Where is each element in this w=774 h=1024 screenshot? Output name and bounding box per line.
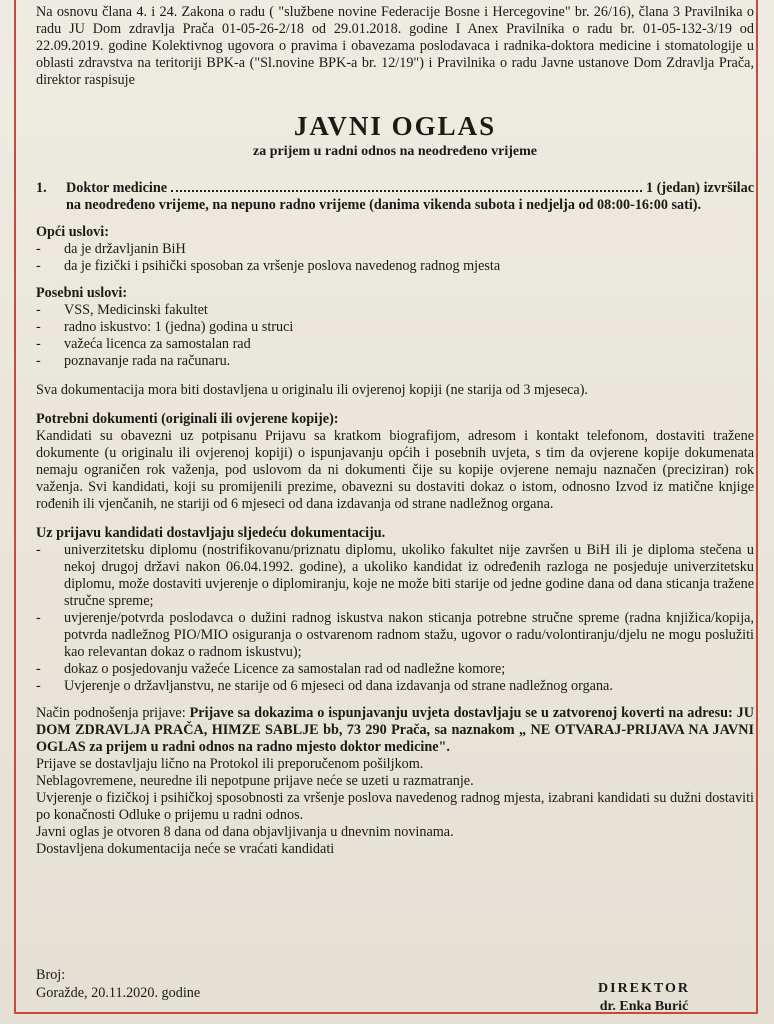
special-list — [36, 302, 754, 370]
dot-leader — [171, 190, 642, 192]
general-list — [36, 241, 754, 275]
list-item: - Uvjerenje o državljanstvu, ne starije od 6 mjeseci od dana izdavanja od strane nadležnog organa. — [36, 678, 613, 694]
list-item: - uvjerenje/potvrda poslodavca o dužini radnog iskustva nakon sticanja potrebne stručne spreme (radna knjižica/kopija, potvrda nadležnog PIO/MIO osiguranja o ostvarenom radnom stažu, ugovor o radu/volontiranju/djelu ne mogu poslužiti kao relevantan dokaz o radnom iskustvu); — [36, 610, 754, 660]
note-line: Uvjerenje o fizičkoj i psihičkoj sposobnosti za vršenje poslova navedenog radnog mjesta, izabrani kandidati su dužni dostaviti po konačnosti Odluke o prijemu u radni odnos. — [36, 790, 754, 823]
note-line: Prijave se dostavljaju lično na Protokol ili preporučenom pošiljkom. — [36, 756, 424, 772]
special-heading: Posebni uslovi: — [36, 285, 128, 301]
signer-name: dr. Enka Burić — [599, 999, 689, 1014]
signature-block — [598, 980, 690, 1016]
submission-paragraph — [36, 705, 754, 756]
place-date: Goražde, 20.11.2020. godine — [36, 985, 201, 1001]
required-text: Kandidati su obavezni uz potpisanu Prijavu sa kratkom biografijom, adresom i kontakt telefonom, dostaviti tražene dokumente (u originalu ili ovjerenoj kopiji) o ispunjavanju općih i posebnih uvjeta, s tim da ovjerene kopije dokumenata nemaju ograničen rok važenja, pod uslovom da ni dokumenti čije su kopije ovjerene nemaju naznačen (preciziran) rok važenja. Svi kandidati, koji su promijenili prezime, obavezni su dostaviti dokaz o istom, odnosno Izvod iz matične knjige rođenih ili vjenčanih, ne stariji od 6 mjeseci od dana izdavanja od strane nadležnog organa. — [36, 428, 754, 512]
position-name: Doktor medicine — [66, 180, 168, 196]
position-number: 1. — [36, 180, 47, 196]
list-item: - da je državljanin BiH — [36, 241, 186, 257]
position-item — [36, 180, 754, 214]
list-item: - VSS, Medicinski fakultet — [36, 302, 208, 318]
list-item: - univerzitetsku diplomu (nostrifikovanu/priznatu diplomu, ukoliko fakultet nije završen u BiH ili je diploma stečena u nekoj drugoj državi nakon 06.04.1992. godine), a ukoliko kandidat iz određenih razloga ne posjeduje univerzitetsku diplomu, može dostaviti uvjerenje o diplomiranju, koje ne može biti starije od jedne godine dana od dana sticanja tražene stručne spreme; — [36, 542, 754, 609]
ad-title: JAVNI OGLAS — [293, 111, 497, 141]
position-detail: na neodređeno vrijeme, na nepuno radno vrijeme (danima vikenda subota i nedjelja od 08:00-16:00 sati). — [66, 197, 702, 213]
position-count: 1 (jedan) izvršilac — [646, 180, 754, 196]
intro-paragraph: Na osnovu člana 4. i 24. Zakona o radu ( "službene novine Federacije Bosne i Hercegovine" br. 26/16), člana 3 Pravilnika o radu JU Dom zdravlja Prača 01-05-26-2/18 od 29.01.2018. godine I Anex Pravilnika o radu br. 01-05-132-3/19 od 22.09.2019. godine Kolektivnog ugovora o pravima i obavezama poslodavaca i radnika-doktora medicine i stomatologije u oblasti zdravstva na teritoriji BPK-a ("Sl.novine BPK-a br. 12/19") i Pravilnika o radu Javne ustanove Dom Zdravlja Prača, direktor raspisuje — [36, 4, 754, 88]
note-line: Dostavljena dokumentacija neće se vraćati kandidati — [36, 841, 335, 857]
list-item: - radno iskustvo: 1 (jedna) godina u struci — [36, 319, 294, 335]
submission-address: Prijave sa dokazima o ispunjavanju uvjeta dostavljaju se u zatvorenoj koverti na adresu: JU DOM ZDRAVLJA PRAČA, HIMZE SABLJE bb, 73 290 Prača, sa naznakom „ NE OTVARAJ-PRIJAVA NA JAVNI OGLAS za prijem u radni odnos na radno mjesto doktor medicine". — [36, 705, 755, 755]
general-heading: Opći uslovi: — [36, 224, 109, 240]
note-line: Neblagovremene, neuredne ili nepotpune prijave neće se uzeti u razmatranje. — [36, 773, 474, 789]
list-item: - važeća licenca za samostalan rad — [36, 336, 251, 352]
ad-subtitle: za prijem u radni odnos na neodređeno vrijeme — [252, 144, 537, 159]
list-item: - poznavanje rada na računaru. — [36, 353, 231, 369]
application-list — [36, 542, 754, 695]
note-line: Javni oglas je otvoren 8 dana od dana objavljivanja u dnevnim novinama. — [36, 824, 454, 840]
broj-label: Broj: — [36, 967, 66, 983]
list-item: - dokaz o posjedovanju važeće Licence za samostalan rad od nadležne komore; — [36, 661, 506, 677]
documentation-note: Sva dokumentacija mora biti dostavljena u originalu ili ovjerenoj kopiji (ne starija od 3 mjeseca). — [36, 382, 588, 398]
submission-prefix: Način podnošenja prijave: — [36, 705, 190, 721]
required-heading: Potrebni dokumenti (originali ili ovjerene kopije): — [36, 411, 339, 427]
ad-content — [36, 4, 754, 858]
signer-role: DIREKTOR — [598, 981, 690, 996]
application-heading: Uz prijavu kandidati dostavljaju sljedeću dokumentaciju. — [36, 525, 386, 541]
list-item: - da je fizički i psihički sposoban za vršenje poslova navedenog radnog mjesta — [36, 258, 501, 274]
